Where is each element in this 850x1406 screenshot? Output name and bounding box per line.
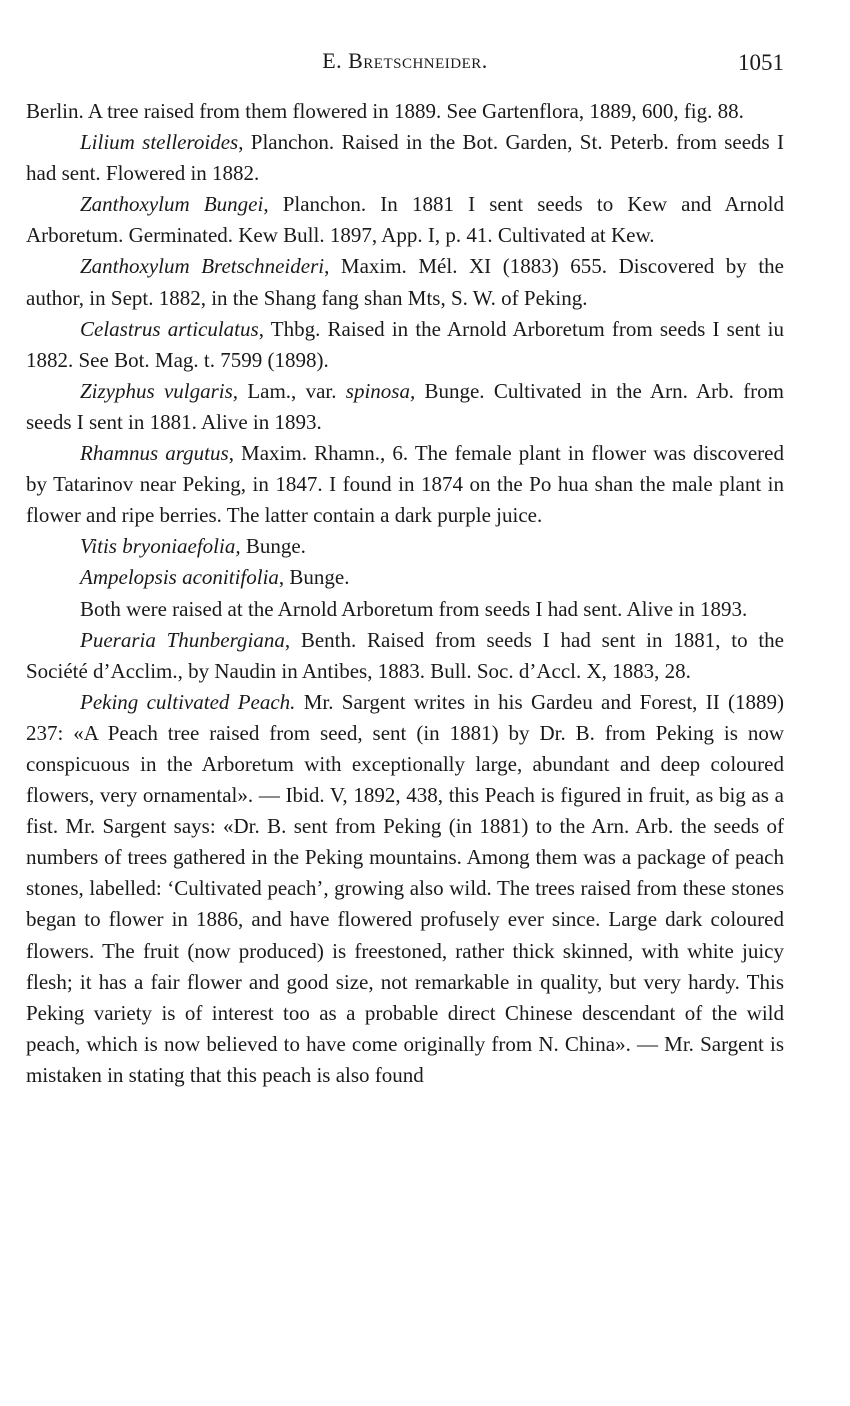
paragraph-p8 [26, 531, 784, 562]
paragraph-p2 [26, 127, 784, 189]
paragraph-p9 [26, 562, 784, 593]
book-page [26, 48, 784, 1091]
paragraph-text: Lam., var. [238, 378, 346, 403]
paragraph-p11 [26, 625, 784, 687]
page-number: 1051 [738, 50, 784, 75]
paragraph-text: Berlin. A tree raised from them flowered in 1889. See Gartenflora, 1889, 600, fig. 88. [26, 99, 744, 123]
taxon-name: Lilium stelleroides [80, 130, 239, 155]
page-header [26, 48, 784, 88]
paragraph-p12 [26, 687, 784, 1091]
paragraph-text: , Planchon. In 1881 I sent seeds to Kew and Arnold Arboretum. Germinated. Kew Bull. 1897, App. I, p. 41. Cultivated at Kew. [26, 192, 785, 248]
paragraph-text: , Thbg. Raised in the Arnold Arboretum from seeds I sent iu 1882. See Bot. Mag. t. 7599 (1898). [26, 316, 784, 372]
taxon-name: Peking cultivated Peach. [80, 689, 296, 714]
paragraph-text: , Bunge. [278, 565, 350, 590]
paragraph-p3 [26, 189, 784, 251]
paragraph-text: , Maxim. Rhamn., 6. The female plant in flower was discovered by Tatarinov near Peking, in 1847. I found in 1874 on the Po hua shan the male plant in flower and ripe berries. The latter contain a dark purple juice. [26, 441, 784, 528]
taxon-name: Ampelopsis aconitifolia [80, 565, 279, 590]
taxon-name: Celastrus articulatus [80, 316, 259, 341]
taxon-name: Rhamnus argutus [80, 441, 229, 466]
paragraph-p1 [26, 96, 784, 127]
paragraph-text: Bunge. Cultivated in the Arn. Arb. from seeds I sent in 1881. Alive in 1893. [26, 378, 785, 434]
paragraph-p7 [26, 438, 784, 531]
paragraph-text: Both were raised at the Arnold Arboretum from seeds I had sent. Alive in 1893. [80, 596, 748, 621]
taxon-name: Zizyphus vulgaris, [80, 378, 239, 403]
paragraph-p5 [26, 314, 784, 376]
taxon-name: Zanthoxylum Bungei [80, 192, 264, 217]
paragraph-text: Bunge. [240, 534, 306, 559]
paragraph-p4 [26, 251, 784, 313]
taxon-name: Pueraria Thunbergiana [80, 627, 285, 652]
body-text [26, 96, 784, 1091]
paragraph-text: , Benth. Raised from seeds I had sent in 1881, to the Société d’Acclim., by Naudin in Antibes, 1883. Bull. Soc. d’Accl. X, 1883, 28. [26, 627, 785, 683]
taxon-name: spinosa, [345, 378, 416, 403]
paragraph-text: , Maxim. Mél. XI (1883) 655. Discovered by the author, in Sept. 1882, in the Shang fang shan Mts, S. W. of Peking. [26, 254, 784, 310]
running-head: E. Bretschneider. [322, 48, 488, 73]
paragraph-p10 [26, 594, 784, 625]
taxon-name: Vitis bryoniaefolia, [80, 534, 241, 559]
paragraph-p6 [26, 376, 784, 438]
taxon-name: Zanthoxylum Bretschneideri [80, 254, 325, 279]
paragraph-text: Mr. Sargent writes in his Gardeu and Forest, II (1889) 237: «A Peach tree raised from seed, sent (in 1881) by Dr. B. from Peking is now conspicuous in the Arboretum with exceptionally large, abundant and deep coloured flowers, very ornamental». — Ibid. V, 1892, 438, this Peach is figured in fruit, as big as a fist. Mr. Sargent says: «Dr. B. sent from Peking (in 1881) to the Arn. Arb. the seeds of numbers of trees gathered in the Peking mountains. Among them was a package of peach stones, labelled: ‘Cultivated peach’, growing also wild. The trees raised from these stones began to flower in 1886, and have flowered profusely ever since. Large dark coloured flowers. The fruit (now produced) is freestoned, rather thick skinned, with white juicy flesh; it has a fair flower and good size, not remarkable in quality, but very hardy. This Peking variety is of interest too as a probable direct Chinese descendant of the wild peach, which is now believed to have come originally from N. China». — Mr. Sargent is mistaken in stating that this peach is also found [26, 689, 784, 1087]
paragraph-text: , Planchon. Raised in the Bot. Garden, St. Peterb. from seeds I had sent. Flowered in 1882. [26, 130, 785, 186]
